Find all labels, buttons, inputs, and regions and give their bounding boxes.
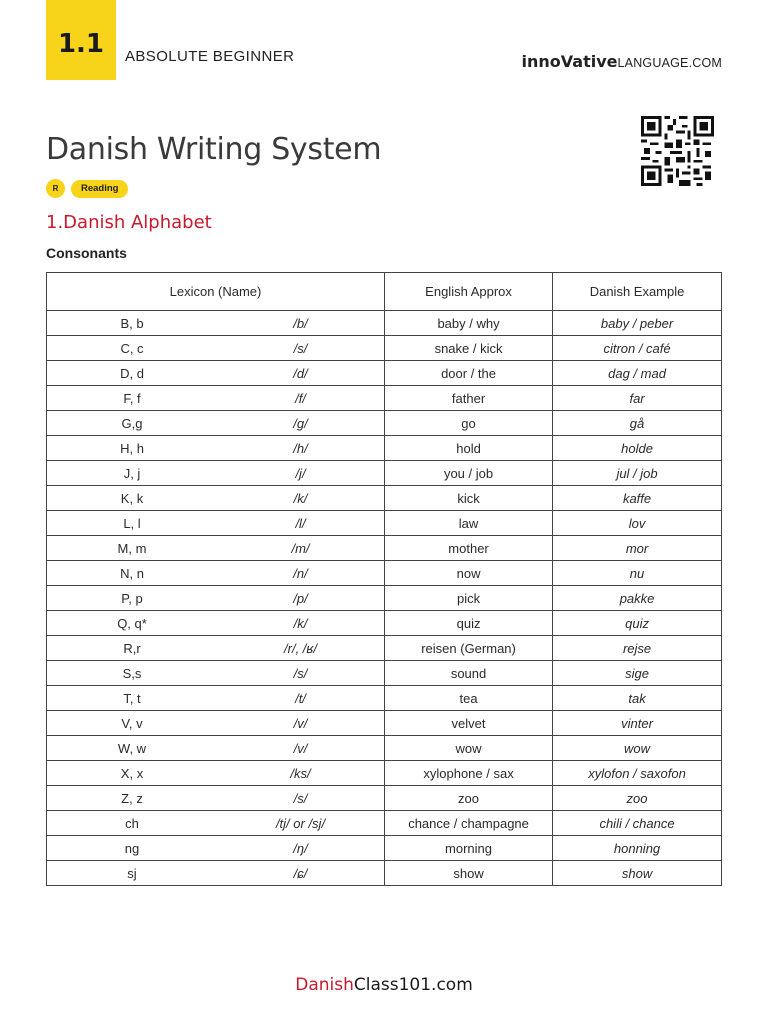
letter-name: B, b	[120, 315, 144, 331]
footer-brand-danish: Danish	[295, 975, 354, 995]
english-approx-cell: tea	[385, 686, 553, 711]
level-badge	[46, 0, 116, 80]
reading-tag-label: Reading	[71, 180, 128, 198]
letter-name: L, l	[123, 515, 141, 531]
letter-name: G,g	[121, 415, 143, 431]
danish-example-cell: gå	[553, 411, 722, 436]
letter-ipa: /v/	[293, 740, 308, 756]
lexicon-cell	[47, 761, 385, 786]
danish-example-cell: baby / peber	[553, 311, 722, 336]
table-row	[47, 811, 722, 836]
reading-icon: R	[46, 179, 65, 198]
english-approx-cell: velvet	[385, 711, 553, 736]
english-approx-cell: morning	[385, 836, 553, 861]
letter-name: V, v	[121, 715, 143, 731]
page-title: Danish Writing System	[46, 132, 382, 167]
letter-ipa: /s/	[293, 340, 308, 356]
letter-name: J, j	[123, 465, 141, 481]
table-row	[47, 861, 722, 886]
lexicon-cell	[47, 811, 385, 836]
letter-ipa: /s/	[293, 665, 308, 681]
letter-name: W, w	[117, 740, 147, 756]
table-row	[47, 436, 722, 461]
lexicon-cell	[47, 411, 385, 436]
lexicon-cell	[47, 661, 385, 686]
table-row	[47, 661, 722, 686]
letter-ipa: /k/	[293, 615, 308, 631]
danish-example-cell: show	[553, 861, 722, 886]
table-row	[47, 786, 722, 811]
english-approx-cell: kick	[385, 486, 553, 511]
english-approx-cell: pick	[385, 586, 553, 611]
lexicon-cell	[47, 336, 385, 361]
section-title: 1.Danish Alphabet	[46, 212, 212, 233]
letter-ipa: /h/	[293, 440, 308, 456]
level-number: 1.1	[57, 29, 105, 59]
english-approx-cell: father	[385, 386, 553, 411]
english-approx-cell: reisen (German)	[385, 636, 553, 661]
letter-ipa: /s/	[293, 790, 308, 806]
letter-name: Z, z	[121, 790, 143, 806]
column-header-lexicon: Lexicon (Name)	[47, 273, 385, 311]
danish-example-cell: dag / mad	[553, 361, 722, 386]
letter-name: ch	[125, 815, 139, 831]
letter-name: M, m	[117, 540, 147, 556]
lexicon-cell	[47, 711, 385, 736]
table-row	[47, 686, 722, 711]
letter-name: K, k	[120, 490, 144, 506]
letter-ipa: /l/	[295, 515, 306, 531]
english-approx-cell: baby / why	[385, 311, 553, 336]
lexicon-cell	[47, 461, 385, 486]
danish-example-cell: far	[553, 386, 722, 411]
brand-logo[interactable]	[522, 52, 722, 71]
letter-name: H, h	[120, 440, 144, 456]
column-header-danish: Danish Example	[553, 273, 722, 311]
lexicon-cell	[47, 486, 385, 511]
table-row	[47, 386, 722, 411]
table-header-row	[47, 273, 722, 311]
danish-example-cell: jul / job	[553, 461, 722, 486]
danish-example-cell: rejse	[553, 636, 722, 661]
danish-example-cell: pakke	[553, 586, 722, 611]
lexicon-cell	[47, 686, 385, 711]
table-row	[47, 586, 722, 611]
consonants-table	[46, 272, 722, 886]
lexicon-cell	[47, 611, 385, 636]
table-row	[47, 536, 722, 561]
lexicon-cell	[47, 836, 385, 861]
english-approx-cell: hold	[385, 436, 553, 461]
brand-name: innoVative	[521, 52, 618, 71]
english-approx-cell: snake / kick	[385, 336, 553, 361]
lexicon-cell	[47, 311, 385, 336]
lexicon-cell	[47, 436, 385, 461]
danish-example-cell: lov	[553, 511, 722, 536]
letter-name: N, n	[120, 565, 144, 581]
subsection-title: Consonants	[46, 245, 127, 261]
letter-name: S,s	[122, 665, 142, 681]
lexicon-cell	[47, 736, 385, 761]
level-label: ABSOLUTE BEGINNER	[125, 48, 295, 65]
table-row	[47, 736, 722, 761]
table-row	[47, 611, 722, 636]
danish-example-cell: citron / café	[553, 336, 722, 361]
danish-example-cell: quiz	[553, 611, 722, 636]
letter-ipa: /r/, /ʁ/	[284, 640, 317, 656]
category-tag	[46, 179, 128, 198]
table-row	[47, 311, 722, 336]
table-row	[47, 561, 722, 586]
letter-name: ng	[124, 840, 140, 856]
english-approx-cell: sound	[385, 661, 553, 686]
english-approx-cell: xylophone / sax	[385, 761, 553, 786]
letter-ipa: /v/	[293, 715, 308, 731]
letter-ipa: /t/	[295, 690, 306, 706]
danish-example-cell: vinter	[553, 711, 722, 736]
table-row	[47, 336, 722, 361]
danish-example-cell: holde	[553, 436, 722, 461]
table-row	[47, 711, 722, 736]
letter-ipa: /k/	[293, 490, 308, 506]
danish-example-cell: honning	[553, 836, 722, 861]
qr-code-icon[interactable]	[641, 116, 714, 186]
letter-name: T, t	[123, 690, 141, 706]
danish-example-cell: wow	[553, 736, 722, 761]
letter-name: sj	[127, 865, 137, 881]
danish-example-cell: mor	[553, 536, 722, 561]
english-approx-cell: zoo	[385, 786, 553, 811]
danish-example-cell: sige	[553, 661, 722, 686]
table-row	[47, 761, 722, 786]
letter-ipa: /g/	[293, 415, 308, 431]
english-approx-cell: law	[385, 511, 553, 536]
footer-brand-domain: Class101.com	[353, 975, 473, 995]
letter-name: X, x	[120, 765, 144, 781]
english-approx-cell: you / job	[385, 461, 553, 486]
danish-example-cell: xylofon / saxofon	[553, 761, 722, 786]
lexicon-cell	[47, 786, 385, 811]
lexicon-cell	[47, 386, 385, 411]
danish-example-cell: tak	[553, 686, 722, 711]
table-row	[47, 511, 722, 536]
english-approx-cell: quiz	[385, 611, 553, 636]
letter-name: R,r	[123, 640, 141, 656]
table-body	[47, 311, 722, 886]
danish-example-cell: zoo	[553, 786, 722, 811]
letter-name: D, d	[120, 365, 144, 381]
lexicon-cell	[47, 511, 385, 536]
lexicon-cell	[47, 636, 385, 661]
letter-name: Q, q*	[117, 615, 147, 631]
english-approx-cell: now	[385, 561, 553, 586]
letter-name: F, f	[123, 390, 141, 406]
lexicon-cell	[47, 586, 385, 611]
letter-ipa: /tj/ or /sj/	[275, 815, 326, 831]
english-approx-cell: show	[385, 861, 553, 886]
table-row	[47, 486, 722, 511]
letter-ipa: /d/	[293, 365, 308, 381]
table-row	[47, 361, 722, 386]
english-approx-cell: chance / champagne	[385, 811, 553, 836]
letter-ipa: /b/	[293, 315, 308, 331]
lexicon-cell	[47, 361, 385, 386]
brand-domain: LANGUAGE.COM	[617, 56, 722, 70]
english-approx-cell: mother	[385, 536, 553, 561]
table-row	[47, 461, 722, 486]
english-approx-cell: door / the	[385, 361, 553, 386]
letter-ipa: /n/	[293, 565, 308, 581]
column-header-english: English Approx	[385, 273, 553, 311]
footer-site[interactable]	[0, 975, 768, 995]
letter-ipa: /j/	[295, 465, 306, 481]
letter-ipa: /ɕ/	[293, 865, 308, 881]
letter-name: P, p	[121, 590, 143, 606]
lexicon-cell	[47, 861, 385, 886]
danish-example-cell: chili / chance	[553, 811, 722, 836]
letter-ipa: /ŋ/	[293, 840, 308, 856]
danish-example-cell: nu	[553, 561, 722, 586]
lexicon-cell	[47, 536, 385, 561]
lexicon-cell	[47, 561, 385, 586]
letter-ipa: /ks/	[290, 765, 311, 781]
letter-ipa: /p/	[293, 590, 308, 606]
table-row	[47, 411, 722, 436]
table-row	[47, 636, 722, 661]
letter-ipa: /m/	[291, 540, 310, 556]
letter-name: C, c	[120, 340, 144, 356]
letter-ipa: /f/	[295, 390, 306, 406]
english-approx-cell: wow	[385, 736, 553, 761]
english-approx-cell: go	[385, 411, 553, 436]
table-row	[47, 836, 722, 861]
danish-example-cell: kaffe	[553, 486, 722, 511]
